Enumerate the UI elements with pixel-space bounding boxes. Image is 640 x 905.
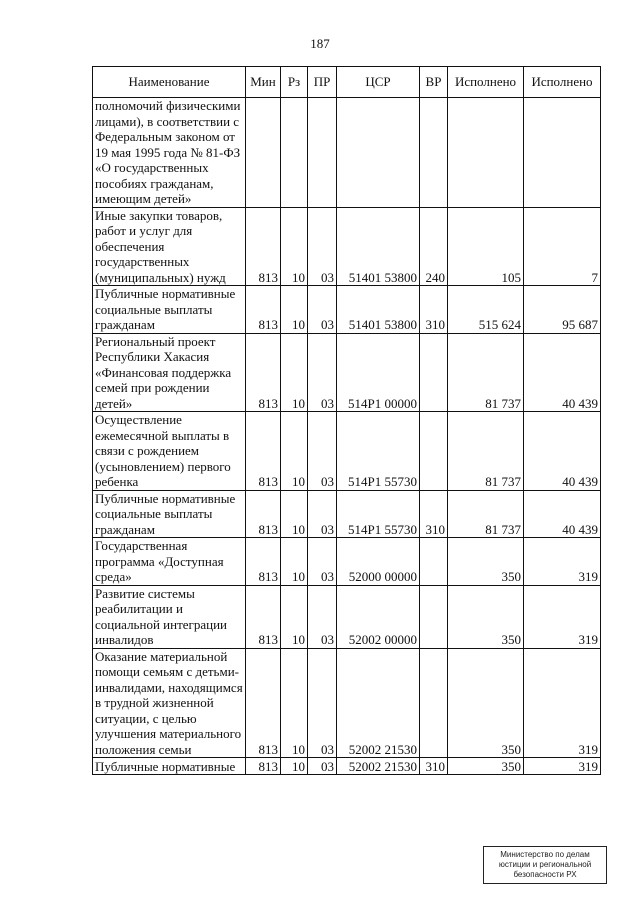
row-csr: 51401 53800: [337, 207, 420, 286]
row-executed-1: [448, 98, 524, 208]
row-vr: 310: [420, 286, 448, 334]
row-pr: 03: [308, 286, 337, 334]
row-rz: 10: [281, 538, 308, 586]
row-pr: 03: [308, 490, 337, 538]
table-row: [93, 207, 601, 286]
row-executed-1: 350: [448, 538, 524, 586]
row-min: [246, 98, 281, 208]
header-pr: ПР: [308, 67, 337, 98]
row-name: Публичные нормативные: [93, 758, 246, 775]
row-pr: 03: [308, 207, 337, 286]
row-executed-1: 350: [448, 758, 524, 775]
table-row: [93, 98, 601, 208]
header-rz: Рз: [281, 67, 308, 98]
table-row: [93, 490, 601, 538]
row-min: 813: [246, 538, 281, 586]
table-row: [93, 538, 601, 586]
row-vr: 240: [420, 207, 448, 286]
row-min: 813: [246, 412, 281, 491]
row-executed-2: 40 439: [524, 490, 601, 538]
ministry-stamp: [483, 846, 607, 884]
table-row: [93, 286, 601, 334]
row-executed-2: 319: [524, 648, 601, 758]
row-csr: 514P1 55730: [337, 412, 420, 491]
row-executed-1: 81 737: [448, 333, 524, 412]
row-vr: 310: [420, 758, 448, 775]
row-executed-2: 40 439: [524, 333, 601, 412]
row-min: 813: [246, 648, 281, 758]
row-min: 813: [246, 286, 281, 334]
row-csr: 514P1 00000: [337, 333, 420, 412]
table-row: [93, 648, 601, 758]
row-executed-1: 350: [448, 648, 524, 758]
table-row: [93, 412, 601, 491]
row-vr: [420, 98, 448, 208]
row-pr: 03: [308, 538, 337, 586]
row-vr: [420, 412, 448, 491]
row-csr: 51401 53800: [337, 286, 420, 334]
row-rz: 10: [281, 207, 308, 286]
table-row: [93, 758, 601, 775]
table-row: [93, 585, 601, 648]
row-executed-1: 515 624: [448, 286, 524, 334]
stamp-line-3: безопасности РХ: [513, 870, 577, 879]
row-executed-1: 81 737: [448, 412, 524, 491]
row-csr: 52002 21530: [337, 758, 420, 775]
row-name: Региональный проект Республики Хакасия «Финансовая поддержка семей при рождении детей»: [93, 333, 246, 412]
header-vr: ВР: [420, 67, 448, 98]
row-rz: 10: [281, 333, 308, 412]
row-name: Оказание материальной помощи семьям с детьми-инвалидами, находящимся в трудной жизненной ситуации, с целью улучшения материального положения семьи: [93, 648, 246, 758]
stamp-line-2: юстиции и региональной: [498, 860, 592, 869]
row-rz: 10: [281, 648, 308, 758]
stamp-line-1: Министерство по делам: [500, 850, 590, 859]
row-executed-2: 319: [524, 758, 601, 775]
table-row: [93, 333, 601, 412]
row-vr: [420, 538, 448, 586]
row-executed-2: 95 687: [524, 286, 601, 334]
row-csr: 52002 21530: [337, 648, 420, 758]
row-executed-1: 81 737: [448, 490, 524, 538]
row-min: 813: [246, 758, 281, 775]
row-csr: 52000 00000: [337, 538, 420, 586]
row-csr: 514P1 55730: [337, 490, 420, 538]
row-vr: 310: [420, 490, 448, 538]
row-rz: 10: [281, 490, 308, 538]
header-name: Наименование: [93, 67, 246, 98]
row-name: Публичные нормативные социальные выплаты гражданам: [93, 490, 246, 538]
row-pr: 03: [308, 333, 337, 412]
header-executed-2: Исполнено: [524, 67, 601, 98]
row-executed-2: 40 439: [524, 412, 601, 491]
header-executed-1: Исполнено: [448, 67, 524, 98]
row-vr: [420, 333, 448, 412]
row-csr: 52002 00000: [337, 585, 420, 648]
row-name: Иные закупки товаров, работ и услуг для обеспечения государственных (муниципальных) нужд: [93, 207, 246, 286]
row-rz: 10: [281, 758, 308, 775]
row-vr: [420, 648, 448, 758]
row-pr: 03: [308, 758, 337, 775]
row-name: Государственная программа «Доступная среда»: [93, 538, 246, 586]
row-pr: 03: [308, 648, 337, 758]
header-row: [93, 67, 601, 98]
row-pr: [308, 98, 337, 208]
row-vr: [420, 585, 448, 648]
row-executed-2: [524, 98, 601, 208]
row-name: Развитие системы реабилитации и социальной интеграции инвалидов: [93, 585, 246, 648]
row-name: полномочий физическими лицами), в соответствии с Федеральным законом от 19 мая 1995 года № 81-ФЗ «О государственных пособиях гражданам, имеющим детей»: [93, 98, 246, 208]
row-rz: 10: [281, 286, 308, 334]
row-executed-1: 350: [448, 585, 524, 648]
header-csr: ЦСР: [337, 67, 420, 98]
row-min: 813: [246, 333, 281, 412]
row-name: Публичные нормативные социальные выплаты гражданам: [93, 286, 246, 334]
row-pr: 03: [308, 412, 337, 491]
row-executed-2: 319: [524, 585, 601, 648]
page-number: 187: [310, 36, 330, 51]
row-rz: 10: [281, 585, 308, 648]
row-min: 813: [246, 490, 281, 538]
row-csr: [337, 98, 420, 208]
row-pr: 03: [308, 585, 337, 648]
row-rz: 10: [281, 412, 308, 491]
row-name: Осуществление ежемесячной выплаты в связи с рождением (усыновлением) первого ребенка: [93, 412, 246, 491]
header-min: Мин: [246, 67, 281, 98]
row-executed-2: 7: [524, 207, 601, 286]
row-executed-1: 105: [448, 207, 524, 286]
row-executed-2: 319: [524, 538, 601, 586]
row-min: 813: [246, 585, 281, 648]
row-min: 813: [246, 207, 281, 286]
budget-table: [92, 66, 601, 775]
row-rz: [281, 98, 308, 208]
